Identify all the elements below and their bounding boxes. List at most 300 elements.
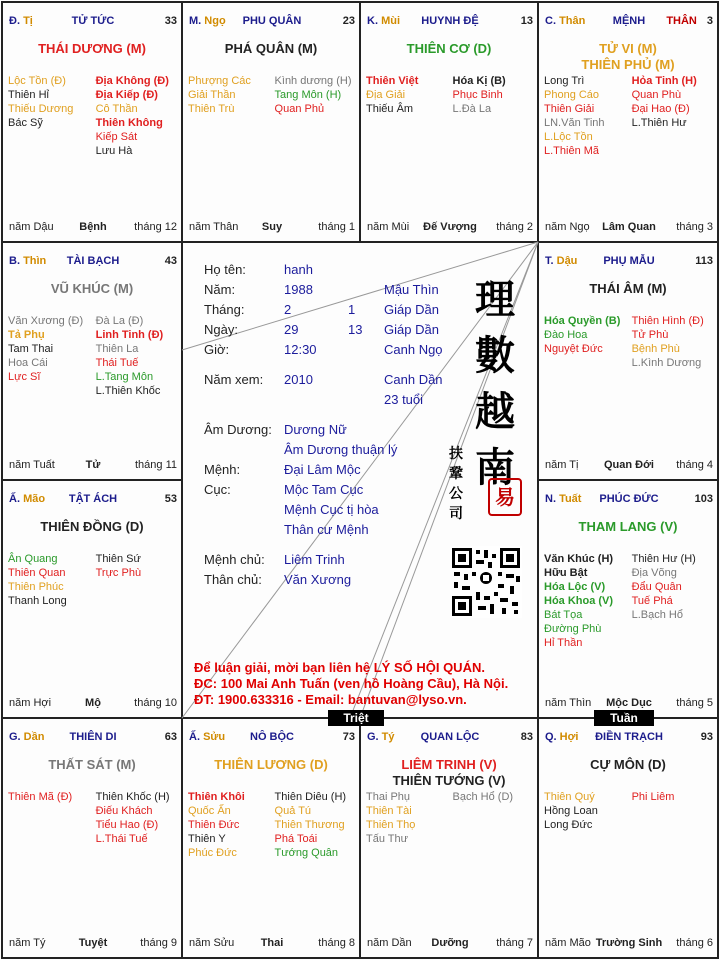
left-stars bbox=[8, 790, 72, 804]
palace-age: THÂN 3 bbox=[666, 15, 713, 27]
thanchu-label: Thân chủ: bbox=[204, 572, 262, 587]
hour-label: Giờ: bbox=[204, 342, 230, 357]
minor-star: Thiên Quan bbox=[8, 567, 66, 579]
palace-branch: G. Dần bbox=[9, 731, 45, 743]
right-stars bbox=[453, 790, 514, 804]
palace-header bbox=[367, 15, 533, 29]
footer-year: năm Dần bbox=[367, 937, 412, 949]
footer-stage: Mộ bbox=[85, 697, 101, 709]
center-info bbox=[182, 242, 538, 718]
palace-b-suu[interactable] bbox=[182, 718, 360, 958]
left-stars bbox=[544, 74, 605, 158]
minor-star: Hỉ Thần bbox=[544, 637, 583, 649]
palace-b-dau[interactable] bbox=[538, 242, 718, 480]
minor-star: Thiếu Âm bbox=[366, 103, 414, 115]
left-stars bbox=[366, 790, 415, 846]
minor-star: Thiên Việt bbox=[366, 75, 419, 87]
right-stars bbox=[275, 74, 352, 116]
tuan-tag: Tuần bbox=[594, 710, 654, 726]
main-star: CỰ MÔN (D) bbox=[590, 757, 666, 772]
palace-age: 43 bbox=[164, 255, 177, 267]
thanchu-value: Văn Xương bbox=[284, 572, 352, 587]
main-star: THIÊN LƯƠNG (D) bbox=[214, 757, 328, 772]
contact-address: ĐC: 100 Mai Anh Tuấn (ven hồ Hoàng Cầu), Hà Nội. bbox=[194, 676, 509, 691]
minor-star: Đẩu Quân bbox=[631, 581, 682, 593]
right-stars bbox=[96, 74, 169, 158]
right-stars bbox=[96, 314, 164, 398]
palace-b-hoi[interactable] bbox=[538, 718, 718, 958]
day-can: Giáp Dần bbox=[384, 322, 439, 337]
palace-header bbox=[545, 731, 713, 745]
minor-star: Thiên Sứ bbox=[95, 553, 141, 565]
palace-branch: M. Ngọ bbox=[189, 15, 226, 27]
main-star: THAM LANG (V) bbox=[578, 519, 678, 534]
minor-star: Kiếp Sát bbox=[95, 131, 138, 143]
footer-year: năm Dậu bbox=[9, 221, 54, 233]
minor-star: Ân Quang bbox=[8, 553, 58, 565]
right-stars bbox=[96, 552, 141, 580]
contact-phone-email[interactable]: ĐT: 1900.633316 - Email: bantuvan@lyso.vn. bbox=[194, 692, 467, 707]
left-stars bbox=[188, 74, 251, 116]
footer-stage: Dưỡng bbox=[431, 937, 469, 949]
minor-star: L.Thiên Khốc bbox=[95, 385, 161, 397]
cuc-value: Mộc Tam Cục bbox=[284, 482, 364, 497]
minor-star: Thai Phụ bbox=[366, 791, 411, 803]
minor-star: L.Đà La bbox=[452, 103, 492, 115]
minor-star: Thiên Đức bbox=[188, 819, 240, 831]
footer-stage: Bệnh bbox=[79, 221, 107, 233]
footer-year: năm Thân bbox=[189, 221, 239, 233]
main-stars bbox=[2, 41, 182, 57]
footer-month: tháng 12 bbox=[134, 221, 177, 233]
footer-year: năm Hợi bbox=[9, 697, 52, 709]
palace-b-thin[interactable] bbox=[2, 242, 182, 480]
minor-star: Tử Phù bbox=[631, 329, 669, 341]
footer-stage: Suy bbox=[261, 221, 283, 233]
footer-year: năm Mùi bbox=[367, 221, 410, 233]
palace-header bbox=[189, 731, 355, 745]
footer-stage: Lâm Quan bbox=[602, 221, 656, 233]
minor-star: Phá Toái bbox=[274, 833, 318, 845]
main-star: THẤT SÁT (M) bbox=[48, 757, 136, 772]
minor-star: L.Bạch Hổ bbox=[631, 609, 683, 621]
contact-line-1: Để luận giải, mời bạn liên hệ LÝ SỐ HỘI QUÁN. bbox=[194, 660, 485, 675]
palace-branch: C. Thân bbox=[545, 15, 586, 27]
main-star: THÁI DƯƠNG (M) bbox=[38, 41, 146, 56]
minor-star: Thiên Thương bbox=[274, 819, 345, 831]
palace-name: QUAN LỘC bbox=[420, 731, 480, 743]
palace-branch: B. Thìn bbox=[9, 255, 47, 267]
palace-branch: Đ. Tị bbox=[9, 15, 33, 27]
day-label: Ngày: bbox=[204, 322, 238, 337]
main-star: LIÊM TRINH (V) bbox=[401, 757, 497, 772]
palace-b-than[interactable] bbox=[538, 2, 718, 242]
footer-month: tháng 11 bbox=[134, 459, 177, 471]
palace-header bbox=[545, 15, 713, 29]
minor-star: Hỏa Tinh (H) bbox=[631, 75, 697, 87]
minor-star: Trực Phù bbox=[95, 567, 142, 579]
palace-age: 23 bbox=[342, 15, 355, 27]
calligraphy-small-char: 扶 bbox=[449, 446, 463, 462]
calligraphy-small-char: 公 bbox=[449, 486, 463, 502]
footer-month: tháng 10 bbox=[134, 697, 177, 709]
right-stars bbox=[632, 552, 696, 622]
footer-year: năm Tuất bbox=[9, 459, 55, 471]
minor-star: Bạch Hổ (D) bbox=[452, 791, 514, 803]
cuc-label: Cục: bbox=[204, 482, 231, 497]
footer-year: năm Mão bbox=[545, 937, 591, 949]
main-stars bbox=[2, 757, 182, 773]
minor-star: Lộc Tồn (Đ) bbox=[8, 75, 66, 87]
view-year-value: 2010 bbox=[284, 372, 313, 387]
year-value: 1988 bbox=[284, 282, 313, 297]
right-stars bbox=[275, 790, 347, 860]
minor-star: Hồng Loan bbox=[544, 805, 598, 817]
palace-footer bbox=[367, 221, 533, 235]
minor-star: Quan Phủ bbox=[274, 103, 325, 115]
palace-header bbox=[9, 15, 177, 29]
palace-header bbox=[545, 255, 713, 269]
minor-star: Kình dương (H) bbox=[274, 75, 352, 87]
palace-age: 83 bbox=[520, 731, 533, 743]
minor-star: Tuế Phá bbox=[631, 595, 673, 607]
footer-month: tháng 6 bbox=[676, 937, 713, 949]
month-lunar: 1 bbox=[348, 302, 356, 317]
minor-star: Điếu Khách bbox=[95, 805, 153, 817]
minor-star: Linh Tinh (Đ) bbox=[95, 329, 164, 341]
palace-footer bbox=[9, 221, 177, 235]
palace-b-dan[interactable] bbox=[2, 718, 182, 958]
minor-star: Bác Sỹ bbox=[8, 117, 43, 129]
minor-star: Địa Không (Đ) bbox=[95, 75, 169, 87]
main-star: THIÊN PHỦ (M) bbox=[581, 57, 675, 72]
minor-star: Thiên Mã (Đ) bbox=[8, 791, 73, 803]
footer-stage: Quan Đới bbox=[604, 459, 654, 471]
main-star: TỬ VI (M) bbox=[599, 41, 657, 56]
calligraphy-small-char: 鞏 bbox=[449, 466, 463, 482]
minor-star: Địa Võng bbox=[631, 567, 677, 579]
minor-star: Quả Tú bbox=[274, 805, 312, 817]
palace-name: ĐIỀN TRẠCH bbox=[595, 731, 663, 743]
month-label: Tháng: bbox=[204, 302, 245, 317]
minor-star: Đường Phù bbox=[544, 623, 602, 635]
footer-month: tháng 5 bbox=[676, 697, 713, 709]
minor-star: Địa Kiếp (Đ) bbox=[95, 89, 158, 101]
palace-age: 63 bbox=[164, 731, 177, 743]
main-star: THIÊN TƯỚNG (V) bbox=[392, 773, 506, 788]
palace-name: TẬT ÁCH bbox=[68, 493, 118, 505]
right-stars bbox=[632, 314, 704, 370]
menh-value: Đại Lâm Mộc bbox=[284, 462, 361, 477]
minor-star: Lực Sĩ bbox=[8, 371, 41, 383]
main-star: THIÊN CƠ (D) bbox=[406, 41, 492, 56]
palace-b-mao[interactable] bbox=[2, 480, 182, 718]
minor-star: L.Thái Tuế bbox=[95, 833, 148, 845]
menhchu-value: Liêm Trinh bbox=[284, 552, 345, 567]
footer-stage: Mộc Dục bbox=[606, 697, 652, 709]
minor-star: L.Lộc Tồn bbox=[544, 131, 593, 143]
palace-branch: K. Mùi bbox=[367, 15, 401, 27]
main-stars bbox=[360, 41, 538, 57]
palace-name: HUYNH ĐỆ bbox=[421, 15, 479, 27]
minor-star: Đại Hao (Đ) bbox=[631, 103, 690, 115]
minor-star: Hóa Kị (B) bbox=[452, 75, 506, 87]
red-seal: 易 bbox=[488, 478, 522, 516]
minor-star: Thiên Giải bbox=[544, 103, 595, 115]
minor-star: Cô Thần bbox=[95, 103, 138, 115]
minor-star: Thiên Khôi bbox=[188, 791, 245, 803]
minor-star: Hóa Lộc (V) bbox=[544, 581, 606, 593]
main-stars bbox=[182, 41, 360, 57]
left-stars bbox=[8, 314, 83, 384]
minor-star: Lưu Hà bbox=[95, 145, 133, 157]
minor-star: Phục Binh bbox=[452, 89, 503, 101]
palace-branch: Ấ. Sửu bbox=[189, 731, 226, 743]
palace-branch: G. Tý bbox=[367, 731, 395, 743]
minor-star: Phượng Các bbox=[188, 75, 251, 87]
footer-month: tháng 3 bbox=[676, 221, 713, 233]
minor-star: Long Trì bbox=[544, 75, 585, 87]
palace-header bbox=[545, 493, 713, 507]
palace-footer bbox=[367, 937, 533, 951]
main-stars bbox=[538, 757, 718, 773]
palace-age: 93 bbox=[700, 731, 713, 743]
palace-footer bbox=[545, 459, 713, 473]
minor-star: Thiên Phúc bbox=[8, 581, 64, 593]
view-age: 23 tuổi bbox=[384, 392, 424, 407]
view-year-can: Canh Dần bbox=[384, 372, 443, 387]
minor-star: Thiên Khốc (H) bbox=[95, 791, 170, 803]
main-star: THÁI ÂM (M) bbox=[589, 281, 667, 296]
minor-star: Văn Xương (Đ) bbox=[8, 315, 84, 327]
minor-star: Tấu Thư bbox=[366, 833, 409, 845]
minor-star: Long Đức bbox=[544, 819, 593, 831]
minor-star: Phúc Đức bbox=[188, 847, 237, 859]
than-marker: THÂN bbox=[666, 15, 697, 27]
right-stars bbox=[453, 74, 506, 116]
minor-star: Tam Thai bbox=[8, 343, 54, 355]
minor-star: Thiên Không bbox=[95, 117, 163, 129]
minor-star: Đà La (Đ) bbox=[95, 315, 144, 327]
hour-can: Canh Ngọ bbox=[384, 342, 443, 357]
calligraphy-subtext bbox=[448, 444, 464, 524]
left-stars bbox=[544, 314, 620, 356]
palace-age: 73 bbox=[342, 731, 355, 743]
amduong-note: Âm Dương thuận lý bbox=[284, 442, 398, 457]
main-star: THIÊN ĐỒNG (D) bbox=[40, 519, 144, 534]
main-stars bbox=[2, 281, 182, 297]
footer-year: năm Tý bbox=[9, 937, 46, 949]
left-stars bbox=[188, 790, 245, 860]
minor-star: Giải Thần bbox=[188, 89, 236, 101]
footer-stage: Thai bbox=[260, 937, 284, 949]
amduong-label: Âm Dương: bbox=[204, 422, 272, 437]
right-stars bbox=[96, 790, 170, 846]
palace-name: PHU QUÂN bbox=[242, 15, 302, 27]
palace-branch: N. Tuất bbox=[545, 493, 582, 505]
month-value: 2 bbox=[284, 302, 292, 317]
palace-footer bbox=[545, 697, 713, 711]
left-stars bbox=[544, 552, 613, 650]
minor-star: Văn Khúc (H) bbox=[544, 553, 614, 565]
main-stars bbox=[182, 757, 360, 773]
palace-footer bbox=[189, 937, 355, 951]
palace-header bbox=[367, 731, 533, 745]
footer-stage: Tử bbox=[85, 459, 101, 471]
footer-month: tháng 9 bbox=[140, 937, 177, 949]
month-can: Giáp Dần bbox=[384, 302, 439, 317]
footer-stage: Trường Sinh bbox=[595, 937, 663, 949]
minor-star: Thiên Hỉ bbox=[8, 89, 49, 101]
palace-name: MỆNH bbox=[612, 15, 646, 27]
year-label: Năm: bbox=[204, 282, 236, 297]
minor-star: Hoa Cái bbox=[8, 357, 48, 369]
minor-star: Thiên Quý bbox=[544, 791, 595, 803]
main-stars bbox=[538, 41, 718, 73]
palace-b-ngo[interactable] bbox=[182, 2, 360, 242]
day-lunar: 13 bbox=[348, 322, 363, 337]
calligraphy-small-char: 司 bbox=[449, 506, 463, 522]
main-star: VŨ KHÚC (M) bbox=[50, 281, 134, 296]
palace-name: PHÚC ĐỨC bbox=[599, 493, 659, 505]
minor-star: Thiên Hư (H) bbox=[631, 553, 696, 565]
palace-name: NÔ BỘC bbox=[250, 731, 294, 743]
palace-name: TỬ TỨC bbox=[71, 15, 115, 27]
palace-name: TÀI BẠCH bbox=[66, 255, 120, 267]
palace-b-ty[interactable] bbox=[2, 2, 182, 242]
footer-year: năm Tị bbox=[545, 459, 579, 471]
palace-header bbox=[189, 15, 355, 29]
minor-star: Thiên Diêu (H) bbox=[274, 791, 347, 803]
minor-star: L.Thiên Mã bbox=[544, 145, 600, 157]
palace-age: 113 bbox=[695, 255, 713, 267]
palace-name: PHỤ MẪU bbox=[603, 255, 655, 267]
view-year-label: Năm xem: bbox=[204, 372, 264, 387]
calligraphy-char: 南 bbox=[475, 444, 515, 491]
footer-year: năm Ngọ bbox=[545, 221, 590, 233]
right-stars bbox=[632, 74, 697, 130]
day-value: 29 bbox=[284, 322, 299, 337]
minor-star: Tang Môn (H) bbox=[274, 89, 342, 101]
left-stars bbox=[8, 74, 73, 130]
minor-star: Thiên Y bbox=[188, 833, 226, 845]
minor-star: Tiểu Hao (Đ) bbox=[95, 819, 159, 831]
minor-star: Tả Phụ bbox=[8, 329, 45, 341]
palace-footer bbox=[9, 697, 177, 711]
calligraphy-logo bbox=[470, 272, 520, 496]
menhchu-label: Mệnh chủ: bbox=[204, 552, 265, 567]
palace-name: THIÊN DI bbox=[69, 731, 117, 743]
amduong-value: Dương Nữ bbox=[284, 422, 347, 437]
minor-star: Thiên Trù bbox=[188, 103, 235, 115]
minor-star: Thiên Hình (Đ) bbox=[631, 315, 704, 327]
minor-star: Đào Hoa bbox=[544, 329, 588, 341]
calligraphy-char: 數 bbox=[475, 332, 515, 379]
minor-star: Phong Cáo bbox=[544, 89, 600, 101]
minor-star: Thanh Long bbox=[8, 595, 67, 607]
palace-age: 53 bbox=[164, 493, 177, 505]
left-stars bbox=[8, 552, 67, 608]
minor-star: Bát Tọa bbox=[544, 609, 583, 621]
menh-label: Mệnh: bbox=[204, 462, 241, 477]
palace-footer bbox=[9, 937, 177, 951]
minor-star: Thiên La bbox=[95, 343, 139, 355]
minor-star: Thái Tuế bbox=[95, 357, 139, 369]
footer-month: tháng 2 bbox=[496, 221, 533, 233]
calligraphy-char: 理 bbox=[475, 276, 515, 323]
main-star: PHÁ QUÂN (M) bbox=[224, 41, 318, 56]
than-cu-note: Thân cư Mệnh bbox=[284, 522, 369, 537]
palace-branch: T. Dậu bbox=[545, 255, 578, 267]
palace-age: 103 bbox=[694, 493, 713, 505]
palace-footer bbox=[545, 937, 713, 951]
palace-branch: Q. Hợi bbox=[545, 731, 579, 743]
minor-star: Quan Phù bbox=[631, 89, 682, 101]
minor-star: L.Thiên Hư bbox=[631, 117, 687, 129]
palace-header bbox=[9, 255, 177, 269]
main-stars bbox=[2, 519, 182, 535]
triet-tag: Triệt bbox=[328, 710, 384, 726]
footer-year: năm Sửu bbox=[189, 937, 235, 949]
palace-footer bbox=[545, 221, 713, 235]
cuc-note: Mệnh Cục tị hòa bbox=[284, 502, 379, 517]
palace-footer bbox=[189, 221, 355, 235]
left-stars bbox=[544, 790, 598, 832]
qr-code[interactable] bbox=[450, 546, 522, 618]
minor-star: Thiên Tài bbox=[366, 805, 412, 817]
footer-month: tháng 7 bbox=[496, 937, 533, 949]
minor-star: Quốc Ấn bbox=[188, 805, 231, 817]
minor-star: Thiên Thọ bbox=[366, 819, 416, 831]
main-stars bbox=[538, 281, 718, 297]
minor-star: Phi Liêm bbox=[631, 791, 675, 803]
minor-star: L.Tang Môn bbox=[95, 371, 154, 383]
minor-star: Hữu Bật bbox=[544, 567, 588, 579]
main-stars bbox=[360, 757, 538, 789]
minor-star: Hóa Khoa (V) bbox=[544, 595, 614, 607]
year-can: Mậu Thìn bbox=[384, 282, 439, 297]
footer-stage: Đế Vượng bbox=[423, 221, 477, 233]
minor-star: Địa Giải bbox=[366, 89, 406, 101]
footer-month: tháng 1 bbox=[318, 221, 355, 233]
left-stars bbox=[366, 74, 418, 116]
minor-star: LN.Văn Tinh bbox=[544, 117, 605, 129]
minor-star: Nguyệt Đức bbox=[544, 343, 603, 355]
main-stars bbox=[538, 519, 718, 535]
minor-star: Bệnh Phù bbox=[631, 343, 680, 355]
palace-footer bbox=[9, 459, 177, 473]
palace-header bbox=[9, 493, 177, 507]
minor-star: Tướng Quân bbox=[274, 847, 339, 859]
calligraphy-char: 越 bbox=[475, 388, 515, 435]
palace-branch: Ấ. Mão bbox=[9, 493, 46, 505]
minor-star: L.Kình Dương bbox=[631, 357, 702, 369]
minor-star: Thiếu Dương bbox=[8, 103, 74, 115]
name-value: hanh bbox=[284, 262, 313, 277]
palace-b-ty2[interactable] bbox=[360, 718, 538, 958]
footer-month: tháng 8 bbox=[318, 937, 355, 949]
footer-stage: Tuyệt bbox=[78, 937, 108, 949]
palace-header bbox=[9, 731, 177, 745]
minor-star: Hóa Quyền (B) bbox=[544, 315, 621, 327]
palace-age: 33 bbox=[164, 15, 177, 27]
footer-month: tháng 4 bbox=[676, 459, 713, 471]
palace-b-mui[interactable] bbox=[360, 2, 538, 242]
hour-value: 12:30 bbox=[284, 342, 317, 357]
name-label: Họ tên: bbox=[204, 262, 246, 277]
palace-b-tuat[interactable] bbox=[538, 480, 718, 718]
palace-age: 13 bbox=[520, 15, 533, 27]
